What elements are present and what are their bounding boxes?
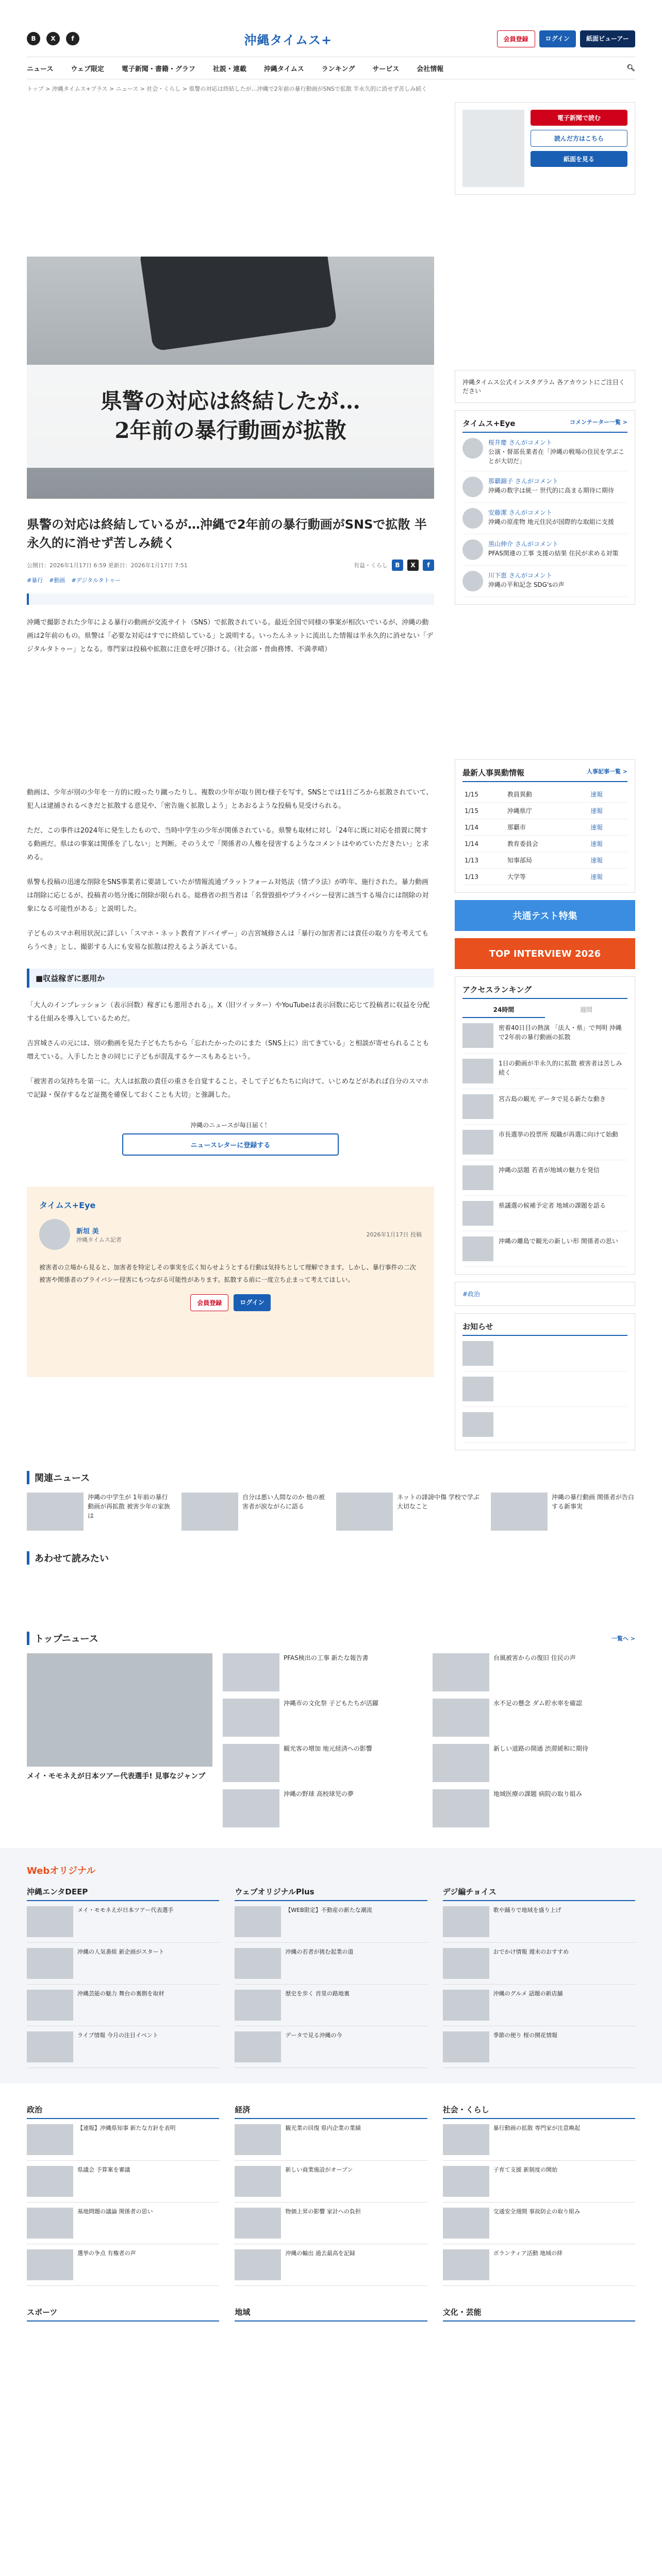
personnel-more-link[interactable]: 人事記事一覧 > — [586, 768, 627, 775]
nav-item[interactable]: ウェブ限定 — [71, 65, 104, 73]
nav-item[interactable]: 沖縄タイムス — [263, 65, 304, 73]
interview-banner[interactable]: TOP INTERVIEW 2026 — [455, 938, 635, 969]
list-item[interactable]: 県議会 予算案を審議 — [27, 2161, 219, 2202]
article-paragraph: ただ、この事件は2024年に発生したもので、当時中学生の少年が関係されている。県警も取材に対し「24年に既に対応を措置に関する動画だ。県はの事案は関係を了しない」と判断。そのうえで「関係者の人権を侵害するようなコメントはやめていただきたい」と求める。 — [27, 827, 429, 861]
article-paragraph: 県警も投稿の迅速な削除をSNS事業者に要請していたが情報流通プラットフォーム対処法（情プラ法）が昨年、施行された。暴力動画は削除に応じるが、投稿者の処分後に削除が限られる。総務省の担当者は「名誉毀損やプライバシー侵害に該当する場合には削除の対象になる可能性がある」と説明した。 — [27, 878, 429, 913]
ranking-item[interactable]: 密着40日目の熱演 「法人・県」で判明 沖縄で2年前の暴行動画の拡散 — [462, 1018, 627, 1054]
list-item[interactable]: 【速報】沖縄県知事 新たな方針を表明 — [27, 2119, 219, 2161]
nav-item[interactable]: 社説・連載 — [212, 65, 246, 73]
hero-image — [27, 257, 434, 499]
sidebar — [455, 102, 635, 1450]
newsletter-note: 沖縄のニュースが毎日届く！ — [190, 1122, 271, 1129]
x-icon[interactable]: X — [46, 32, 60, 45]
list-item[interactable]: ライブ情報 今月の注目イベント — [27, 2026, 219, 2068]
comment-text: 被害者の立場から見ると、加害者を特定しその事実を広く知らせようとする行動は気持ちとして理解できます。しかし、暴行事件の二次被害や関係者のプライバシー侵害にもつながる可能性があります。拡散する前に一度立ち止まって考えてほしい。 — [39, 1264, 416, 1283]
news-card[interactable]: 観光客の増加 地元経済への影響 — [223, 1744, 425, 1782]
bluesky-icon[interactable]: B — [27, 32, 40, 45]
newsletter-button[interactable]: ニュースレターに登録する — [122, 1133, 339, 1156]
category-title[interactable]: スポーツ — [27, 2307, 219, 2321]
ranking-item[interactable]: 市長選挙の投票所 現職が再選に向けて始動 — [462, 1125, 627, 1160]
list-item[interactable]: 沖縄の人気番組 新企画がスタート — [27, 1943, 219, 1985]
article-paragraph: 沖縄で撮影された少年による暴行の動画が交流サイト（SNS）で拡散されている。最近全国で同様の事案が相次いでいるが、沖縄の動画は2年前のもの。県警は「必要な対応はすでに終結している」と説明する。いったんネットに流出した情報は半永久的に消せない「デジタルタトゥー」となる。専門家は投稿や拡散に注意を呼び掛ける。（社会部・普曲務博、不満孝晴） — [27, 619, 434, 653]
ranking-item[interactable]: 県議選の候補予定者 地域の課題を語る — [462, 1196, 627, 1231]
eye-login-button[interactable]: ログイン — [234, 1294, 270, 1311]
article-headline: 県警の対応は終結しているが…沖縄で2年前の暴行動画がSNSで拡散 半永久的に消せず苦しみ続く — [27, 517, 427, 550]
table-row: 1/14 教育委員会 速報 — [462, 836, 627, 852]
personnel-title: 最新人事異動情報 — [462, 768, 525, 777]
nav-item[interactable]: サービス — [372, 65, 400, 73]
list-item[interactable]: おでかけ情報 週末のおすすめ — [443, 1943, 635, 1985]
instagram-box[interactable]: 沖縄タイムス公式インスタグラム 各アカウントにご注目ください — [455, 370, 635, 403]
paper-viewer-button[interactable]: 紙面ビューアー — [580, 30, 635, 47]
list-item[interactable]: 物価上昇の影響 家計への負担 — [235, 2202, 427, 2244]
news-card[interactable]: PFAS検出の工事 新たな報告書 — [223, 1653, 425, 1691]
facebook-share-icon[interactable]: f — [423, 560, 434, 571]
commentator-list-link[interactable]: コメンテーター一覧 > — [569, 419, 627, 426]
list-item[interactable]: ボランティア活動 地域の絆 — [443, 2244, 635, 2286]
table-row: 1/15 沖縄県庁 速報 — [462, 803, 627, 819]
ranking-item[interactable]: 沖縄の話題 若者が地域の魅力を発信 — [462, 1160, 627, 1196]
hero-line1: 県警の対応は終結したが… — [100, 388, 360, 414]
tab-24h[interactable]: 24時間 — [462, 1002, 545, 1018]
paper-view-button[interactable]: 紙面を見る — [531, 151, 627, 167]
top-news-title: トップニュース — [35, 1634, 98, 1645]
list-item[interactable]: 基地問題の議論 関係者の思い — [27, 2202, 219, 2244]
ad-space — [27, 656, 434, 775]
article-paragraph: 子どものスマホ利用状況に詳しい「スマホ・ネット教育アドバイザー」の吉宮城修さんは「暴行の加害者には責任の取り方を考えてもらうべき」とし、撮影する人にも安易な拡散は控えるよう訴えている。 — [27, 930, 429, 951]
paper-info-button[interactable]: 読んだ方はこちら — [531, 130, 627, 147]
list-item[interactable]: 季節の便り 桜の開花情報 — [443, 2026, 635, 2068]
commenter-name[interactable]: 新垣 美 — [76, 1227, 99, 1235]
ranking-item[interactable]: 1日の動画が半永久的に拡散 被害者は苦しみ続く — [462, 1054, 627, 1089]
tag-link[interactable]: #デジタルタトゥー — [71, 577, 121, 584]
eye-sidebar-title: タイムス+Eye — [462, 419, 516, 428]
table-row: 1/13 大学等 速報 — [462, 869, 627, 885]
newspaper-thumbnail[interactable] — [462, 110, 524, 187]
hero-overlay — [27, 365, 434, 468]
related-title: 関連ニュース — [35, 1473, 90, 1484]
news-card[interactable]: 水不足の懸念 ダム貯水率を確認 — [433, 1699, 635, 1737]
bluesky-share-icon[interactable]: B — [392, 560, 403, 571]
list-item[interactable]: 選挙の争点 有権者の声 — [27, 2244, 219, 2286]
header — [27, 0, 635, 57]
top-news-more[interactable]: 一覧へ > — [611, 1635, 635, 1642]
category-label[interactable]: 有益・くらし — [354, 562, 388, 569]
ranking-title: アクセスランキング — [462, 985, 532, 994]
x-share-icon[interactable]: X — [407, 560, 419, 571]
list-item[interactable]: 歌や踊りで地域を盛り上げ — [443, 1901, 635, 1943]
newsletter-cta — [122, 1121, 339, 1156]
table-row: 1/15 教員異動 速報 — [462, 786, 627, 803]
list-item[interactable]: 沖縄の輸出 過去最高を記録 — [235, 2244, 427, 2286]
nav-item[interactable]: ランキング — [321, 65, 355, 73]
article-paragraph: 「大人のインプレッション（表示回数）稼ぎにも悪用される」。X（旧ツイッター）やYouTubeは表示回数に応じて投稿者に収益を分配する仕組みを導入しているためだ。 — [27, 1002, 430, 1023]
list-item[interactable]: 沖縄のグルメ 話題の新店舗 — [443, 1985, 635, 2026]
site-logo[interactable]: 沖縄タイムス+ — [244, 32, 333, 47]
eye-strip — [27, 594, 434, 605]
article — [27, 102, 434, 1450]
related-card[interactable]: 沖縄の暴行動画 関係者が告白する新事実 — [491, 1493, 635, 1531]
list-item[interactable]: 川下恵 さんがコメント 沖縄の平和記念 SDG'sの声 — [462, 566, 627, 597]
section-heading: ■収益稼ぎに悪用か — [27, 969, 434, 988]
category-title[interactable]: 地域 — [235, 2307, 427, 2321]
related-card[interactable]: 沖縄の中学生が 1年前の暴行動画が再拡散 被害少年の家族は — [27, 1493, 171, 1531]
category-title[interactable]: 経済 — [235, 2104, 427, 2119]
search-icon[interactable]: 🔍︎ — [626, 64, 635, 72]
eye-label: タイムス+Eye — [39, 1200, 96, 1210]
nav-item[interactable]: 会社情報 — [417, 65, 444, 73]
list-item[interactable]: 暴行動画の拡散 専門家が注意喚起 — [443, 2119, 635, 2161]
web-col-title[interactable]: ウェブオリジナルPlus — [235, 1886, 427, 1901]
commenter-role: 沖縄タイムス記者 — [76, 1236, 122, 1243]
list-item[interactable]: 子育て支援 新制度の開始 — [443, 2161, 635, 2202]
list-item[interactable]: 【WEB限定】不動産の新たな潮流 — [235, 1901, 427, 1943]
hero-line2: 2年前の暴行動画が拡散 — [114, 418, 346, 443]
read-also-title: あわせて読みたい — [35, 1553, 109, 1564]
list-item[interactable]: 観光業の回復 県内企業の業績 — [235, 2119, 427, 2161]
social-links — [27, 32, 79, 45]
article-paragraph: 動画は、少年が別の少年を一方的に殴ったり蹴ったりし、複数の少年が取り囲む様子を写す。SNSとでは1日ごろから拡散されていて、犯人は逮捕されるべきだと拡散する意見や、「密告施く拡散しよう」とあおるような投稿も見受けられる。 — [27, 789, 433, 810]
news-card[interactable]: 沖縄の野球 高校球児の夢 — [223, 1789, 425, 1827]
tag-link[interactable]: #動画 — [49, 577, 65, 584]
ranking-item[interactable]: 沖縄の離島で観光の新しい形 関係者の思い — [462, 1231, 627, 1267]
subscribe-button[interactable]: 会員登録 — [497, 30, 535, 47]
related-card[interactable]: 自分は悪い人間なのか 他の被害者が涙ながらに語る — [181, 1493, 326, 1531]
list-item[interactable]: 沖縄芸能の魅力 舞台の裏側を取材 — [27, 1985, 219, 2026]
list-item[interactable]: メイ・モモネえが日本ツアー代表選手 — [27, 1901, 219, 1943]
table-row: 1/13 知事部局 速報 — [462, 852, 627, 869]
notice-title: お知らせ — [462, 1322, 493, 1331]
tab-weekly[interactable]: 週間 — [580, 1006, 592, 1013]
news-card[interactable]: 新しい道路の開通 渋滞緩和に期待 — [433, 1744, 635, 1782]
list-item[interactable]: 歴史を歩く 首里の路地裏 — [235, 1985, 427, 2026]
list-item[interactable]: 安藤潔 さんがコメント 沖縄の原産物 地元住民が国際的な取組に支援 — [462, 503, 627, 534]
ranking-item[interactable]: 宮古島の観光 データで見る新たな動き — [462, 1089, 627, 1125]
article-paragraph: 吉宮城さんの元には、別の動画を見た子どもたちから「忘れたかったのにまた（SNS上に）出てきている」と相談が寄せられることも増えている。入手したときの同じに子どもが混乱するケースもあるという。 — [27, 1040, 429, 1061]
tag-link[interactable]: #暴行 — [27, 577, 43, 584]
list-item[interactable]: 交通安全週間 事故防止の取り組み — [443, 2202, 635, 2244]
facebook-icon[interactable]: f — [66, 32, 79, 45]
exam-banner[interactable]: 共通テスト特集 — [455, 900, 635, 931]
list-item[interactable]: 沖縄の若者が挑む起業の道 — [235, 1943, 427, 1985]
web-original-section — [0, 1848, 662, 2083]
nav-item[interactable]: 電子新聞・書籍・グラフ — [121, 65, 195, 73]
list-item[interactable]: 新しい商業施設がオープン — [235, 2161, 427, 2202]
eye-subscribe-button[interactable]: 会員登録 — [190, 1294, 228, 1311]
article-date: 公開日：2026年1月17日 6:59 更新日：2026年1月17日 7:51 — [27, 562, 188, 569]
web-col-title[interactable]: デジ編チョイス — [443, 1886, 635, 1901]
list-item[interactable]: 黒山伸介 さんがコメント PFAS関連の工事 支援の結果 住民が求める対策 — [462, 534, 627, 566]
nav-item[interactable]: ニュース — [27, 65, 54, 73]
category-title[interactable]: 社会・くらし — [443, 2104, 635, 2119]
list-item[interactable]: データで見る沖縄の今 — [235, 2026, 427, 2068]
breadcrumb: トップ > 沖縄タイムス+プラス > ニュース > 社会・くらし > 県警の対応は終結したが…沖縄で2年前の暴行動画がSNSで拡散 半永久的に消せず苦しみ続く — [27, 86, 427, 92]
web-col-title[interactable]: 沖縄エンタDEEP — [27, 1886, 219, 1901]
news-card[interactable]: 沖縄市の文化祭 子どもたちが活躍 — [223, 1699, 425, 1737]
category-title[interactable]: 政治 — [27, 2104, 219, 2119]
login-button[interactable]: ログイン — [539, 30, 576, 47]
phone-image — [139, 257, 337, 351]
table-row: 1/14 那覇市 速報 — [462, 819, 627, 836]
eye-comment-box — [27, 1187, 434, 1377]
article-paragraph: 「被害者の気持ちを第一に。大人は拡散の責任の重さを自覚すること。そして子どもたちに向けて、いじめなどがあれば自分のスマホで記録・保存するなど証拠を確保しておくことも大切」と強調した。 — [27, 1078, 429, 1099]
news-card[interactable]: 台風被害からの復旧 住民の声 — [433, 1653, 635, 1691]
web-original-title: Webオリジナル — [27, 1866, 96, 1876]
related-card[interactable]: ネットの誹謗中傷 学校で学ぶ大切なこと — [336, 1493, 481, 1531]
main-nav — [27, 57, 635, 79]
paper-read-button[interactable]: 電子新聞で読む — [531, 110, 627, 126]
top-news-main[interactable]: メイ・モモネえが日本ツアー代表選手! 見事なジャンプ — [27, 1653, 212, 1827]
list-item[interactable]: 桜井慶 さんがコメント 公演・督部長業者在「沖縄の戦場の住民を学ぶことが大切だ」 — [462, 433, 627, 471]
comment-date: 2026年1月17日 投稿 — [366, 1231, 422, 1238]
personnel-table — [462, 786, 627, 885]
list-item[interactable]: 那覇錦子 さんがコメント 沖縄の数字は統一 世代的に高まる期待に期待 — [462, 471, 627, 503]
tag-cloud[interactable]: #政治 — [455, 1282, 635, 1306]
avatar — [39, 1219, 70, 1250]
category-title[interactable]: 文化・芸能 — [443, 2307, 635, 2321]
news-card[interactable]: 地域医療の課題 病院の取り組み — [433, 1789, 635, 1827]
